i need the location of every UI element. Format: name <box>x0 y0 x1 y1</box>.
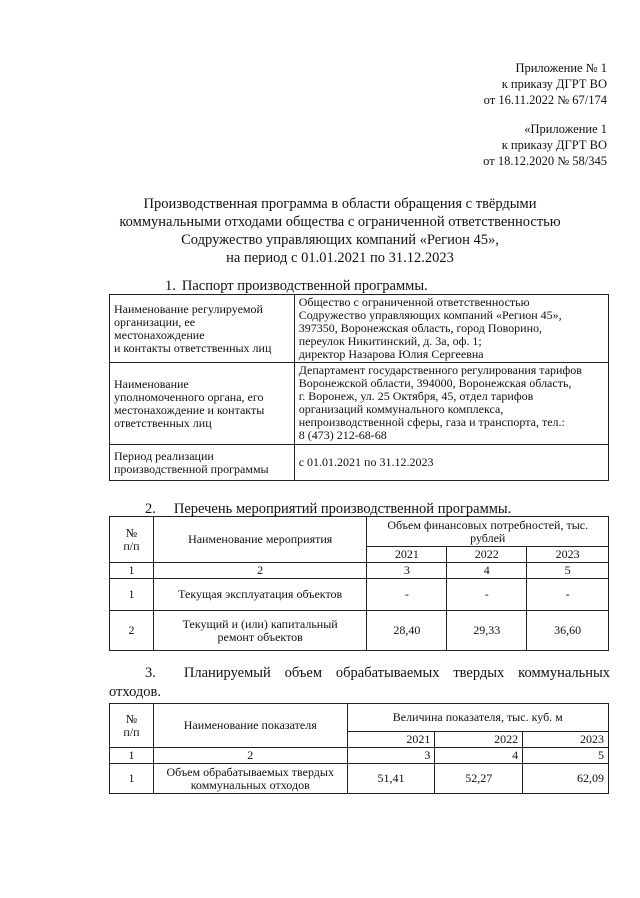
cell-line: и контакты ответственных лиц <box>114 340 272 355</box>
header-indicator-name: Наименование показателя <box>153 704 347 748</box>
cell-line: переулок Никитинский, д. 3а, оф. 1; <box>298 334 482 348</box>
passport-table <box>109 294 609 481</box>
section1-heading <box>165 277 428 295</box>
index-cell: 3 <box>347 748 435 764</box>
value-cell: 29,33 <box>447 611 527 651</box>
passport-value <box>294 295 608 363</box>
section-number: 3. <box>145 665 156 681</box>
cell-line: уполномоченного органа, его <box>114 389 264 404</box>
activity-name: Текущая эксплуатация объектов <box>153 579 367 611</box>
index-cell: 1 <box>110 748 154 764</box>
index-cell: 5 <box>527 563 609 579</box>
activities-table <box>109 516 609 651</box>
index-cell: 2 <box>153 563 367 579</box>
cell-line: Содружество управляющих компаний «Регион 45», <box>298 308 562 322</box>
title-line: коммунальными отходами общества с ограниченной ответственностью <box>119 214 561 230</box>
appendix-line: Приложение № 1 <box>515 61 607 75</box>
header-year: 2022 <box>435 732 523 748</box>
index-cell: 4 <box>435 748 523 764</box>
cell-line: с 01.01.2021 по 31.12.2023 <box>298 455 434 469</box>
section3-heading-line1 <box>145 664 610 682</box>
cell-line: организации, ее <box>114 314 196 329</box>
table-row <box>110 611 609 651</box>
index-cell: 3 <box>367 563 447 579</box>
value-cell: 51,41 <box>347 764 435 794</box>
value-cell: - <box>527 579 609 611</box>
cell-line: ремонт объектов <box>217 629 303 644</box>
table-row <box>110 445 609 481</box>
table-row <box>110 764 609 794</box>
value-cell: 62,09 <box>523 764 609 794</box>
section3-heading <box>145 664 610 682</box>
appendix-line: от 16.11.2022 № 67/174 <box>483 93 607 107</box>
header-financial-needs <box>367 517 609 547</box>
cell-line: г. Воронеж, ул. 25 Октября, 45, отдел тарифов <box>298 389 534 403</box>
header-indicator-value: Величина показателя, тыс. куб. м <box>347 704 608 732</box>
section3-heading-line2: отходов. <box>109 684 162 700</box>
passport-value <box>294 445 608 481</box>
cell-line: 397350, Воронежская область, город Поворино, <box>298 321 542 335</box>
cell-line: Объем обрабатываемых твердых <box>166 764 334 779</box>
table-row <box>110 579 609 611</box>
appendix-line: к приказу ДГРТ ВО <box>501 77 607 91</box>
cell-line: местонахождение и контакты <box>114 402 265 417</box>
header-year: 2021 <box>367 547 447 563</box>
cell-line: непроизводственной сферы, газа и транспорта, тел.: <box>298 415 565 429</box>
value-cell: 28,40 <box>367 611 447 651</box>
header-num <box>110 704 154 748</box>
value-cell: 36,60 <box>527 611 609 651</box>
cell-line: 8 (473) 212-68-68 <box>298 428 387 442</box>
cell-line: Наименование <box>114 376 189 391</box>
cell-line: № <box>125 525 138 540</box>
cell-line: Наименование регулируемой <box>114 301 263 316</box>
section-title: Планируемый объем обрабатываемых твердых коммунальных <box>183 665 610 681</box>
title-line: на период с 01.01.2021 по 31.12.2023 <box>226 250 454 266</box>
cell-line: п/п <box>123 538 140 553</box>
index-cell: 4 <box>447 563 527 579</box>
cell-line: Период реализации <box>114 448 214 463</box>
header-year: 2023 <box>523 732 609 748</box>
section-title: Перечень мероприятий производственной программы. <box>173 501 512 517</box>
value-cell: - <box>447 579 527 611</box>
row-num: 2 <box>110 611 154 651</box>
cell-line: директор Назарова Юлия Сергеевна <box>298 347 484 361</box>
table-header-row <box>110 517 609 547</box>
table-header-row <box>110 704 609 732</box>
passport-value <box>294 363 608 445</box>
appendix-line: от 18.12.2020 № 58/345 <box>483 154 607 168</box>
title-line: Содружество управляющих компаний «Регион 45», <box>181 232 499 248</box>
appendix-line: к приказу ДГРТ ВО <box>501 138 607 152</box>
table-row <box>110 363 609 445</box>
title-line: Производственная программа в области обращения с твёрдыми <box>143 196 537 212</box>
appendix-previous <box>483 121 607 169</box>
index-cell: 5 <box>523 748 609 764</box>
passport-label <box>110 363 295 445</box>
header-year: 2021 <box>347 732 435 748</box>
cell-line: коммунальных отходов <box>190 777 310 792</box>
cell-line: Объем финансовых потребностей, тыс. <box>387 517 589 532</box>
value-cell: 52,27 <box>435 764 523 794</box>
index-cell: 1 <box>110 563 154 579</box>
header-num <box>110 517 154 563</box>
header-year: 2022 <box>447 547 527 563</box>
document-title <box>60 195 620 267</box>
cell-line: рублей <box>470 530 506 545</box>
section-title: Паспорт производственной программы. <box>181 278 428 294</box>
section-number: 1. <box>165 278 176 294</box>
cell-line: производственной программы <box>114 461 269 476</box>
cell-line: ответственных лиц <box>114 415 212 430</box>
header-year: 2023 <box>527 547 609 563</box>
passport-label <box>110 295 295 363</box>
cell-line: Департамент государственного регулирования тарифов <box>298 363 582 377</box>
waste-volume-table <box>109 703 609 794</box>
activity-name <box>153 611 367 651</box>
passport-label <box>110 445 295 481</box>
section-number: 2. <box>145 501 156 517</box>
cell-line: № <box>125 711 138 726</box>
row-num: 1 <box>110 764 154 794</box>
table-index-row <box>110 748 609 764</box>
value-cell: - <box>367 579 447 611</box>
indicator-name <box>153 764 347 794</box>
appendix-line: «Приложение 1 <box>524 122 607 136</box>
cell-line: Текущий и (или) капитальный <box>182 616 338 631</box>
cell-line: Общество с ограниченной ответственностью <box>298 295 530 309</box>
cell-line: организаций коммунального комплекса, <box>298 402 504 416</box>
header-activity-name: Наименование мероприятия <box>153 517 367 563</box>
cell-line: Воронежской области, 394000, Воронежская область, <box>298 376 572 390</box>
index-cell: 2 <box>153 748 347 764</box>
table-index-row <box>110 563 609 579</box>
table-row <box>110 295 609 363</box>
row-num: 1 <box>110 579 154 611</box>
cell-line: местонахождение <box>114 327 205 342</box>
appendix-current <box>484 60 607 108</box>
cell-line: п/п <box>123 724 140 739</box>
